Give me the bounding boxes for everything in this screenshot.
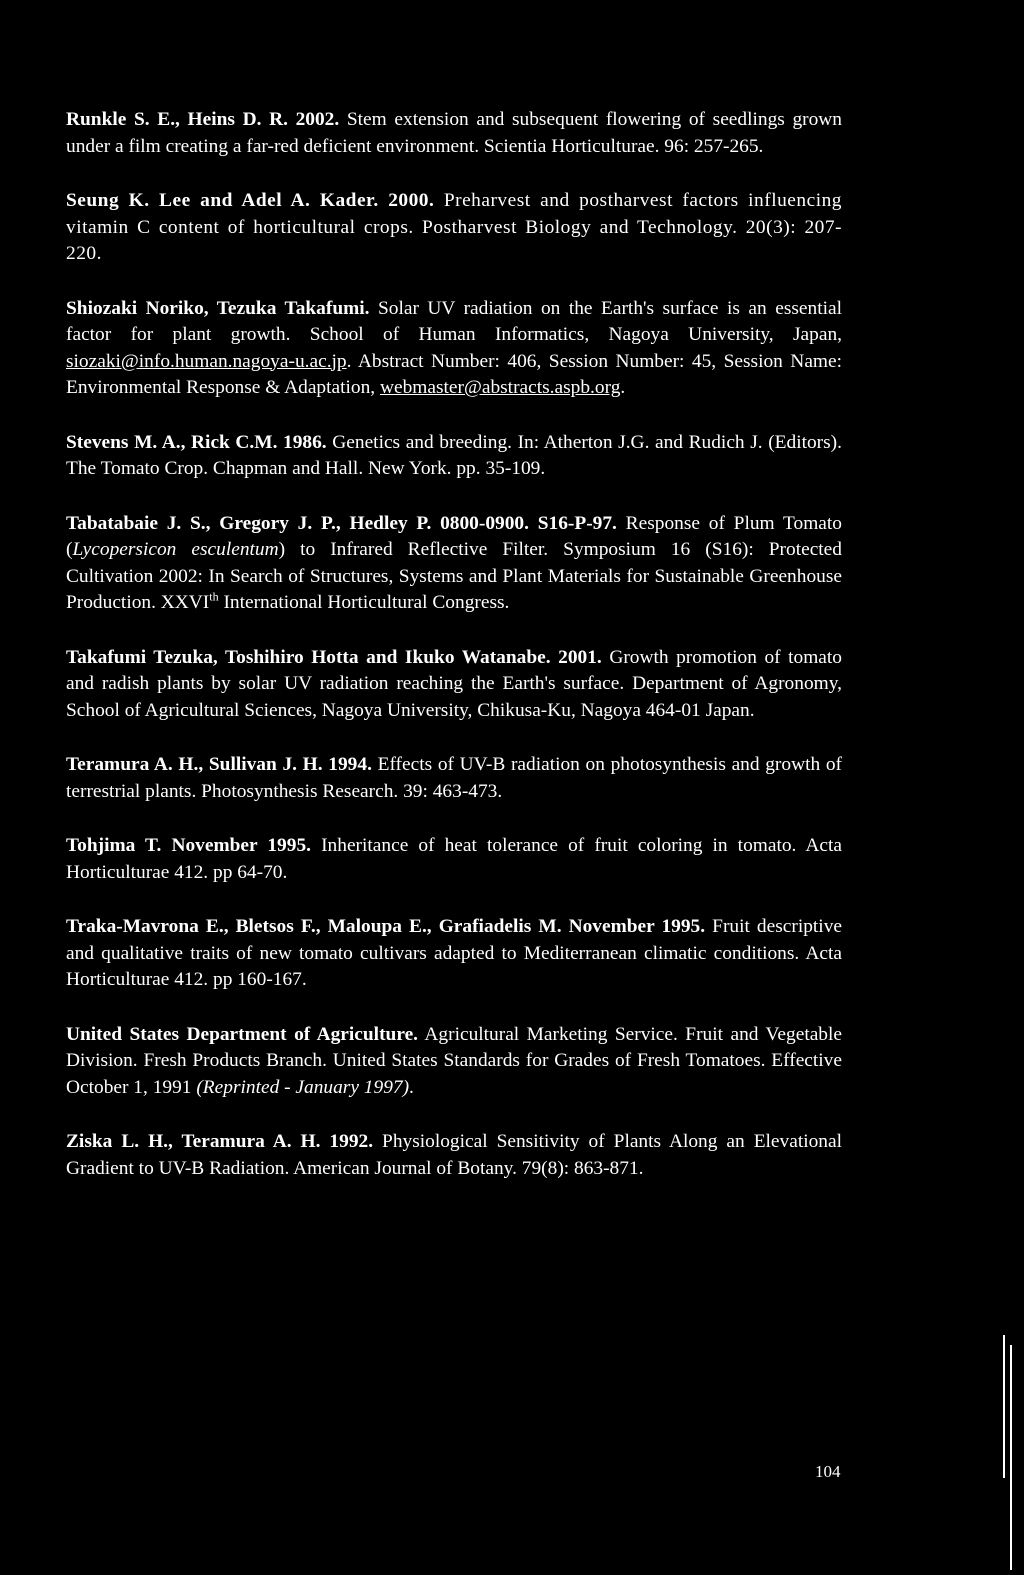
- reference-entry: [66, 430, 842, 483]
- reference-text: Inheritance of heat tolerance of fruit coloring in tomato. Acta Horticulturae 412. pp 64-70.: [66, 835, 842, 883]
- reference-text: Solar UV radiation on the Earth's surface is an essential factor for plant growth. School of Human Informatics, Nagoya University, Japan,: [66, 297, 842, 345]
- reference-text: Effects of UV-B radiation on photosynthesis and growth of terrestrial plants. Photosynthesis Research. 39: 463-473.: [66, 754, 842, 802]
- reference-text: Genetics and breeding. In: Atherton J.G. and Rudich J. (Editors). The Tomato Crop. Chapman and Hall. New York. pp. 35-109.: [66, 431, 842, 479]
- reference-entry: [66, 645, 842, 725]
- reprint-note: (Reprinted - January 1997): [196, 1076, 410, 1098]
- reference-entry: [66, 107, 842, 160]
- reference-text: Preharvest and postharvest factors influencing vitamin C content of horticultural crops. Postharvest Biology and Technology. 20(3): 207-220.: [66, 190, 842, 264]
- margin-rule: [1003, 1335, 1005, 1478]
- reference-authors: Stevens M. A., Rick C.M. 1986.: [66, 431, 327, 453]
- reference-text: Response of Plum Tomato (: [66, 512, 842, 560]
- reference-text: ) to Infrared Reflective Filter. Symposium 16 (S16): Protected Cultivation 2002: In Search of Structures, Systems and Plant Materials for Sustainable Greenhouse Production. XXVI: [66, 539, 842, 613]
- reference-text: Stem extension and subsequent flowering of seedlings grown under a film creating a far-red deficient environment. Scientia Horticulturae. 96: 257-265.: [66, 109, 843, 157]
- reference-authors: Traka-Mavrona E., Bletsos F., Maloupa E., Grafiadelis M. November 1995.: [66, 916, 706, 937]
- superscript: th: [209, 589, 219, 604]
- reference-text: Agricultural Marketing Service. Fruit and Vegetable Division. Fresh Products Branch. United States Standards for Grades of Fresh Tomatoes. Effective October 1, 1991: [66, 1023, 842, 1098]
- email-link[interactable]: siozaki@info.human.nagoya-u.ac.jp: [66, 350, 347, 372]
- reference-entry: [66, 914, 842, 994]
- reference-text: .: [409, 1076, 414, 1098]
- reference-text: Physiological Sensitivity of Plants Along an Elevational Gradient to UV-B Radiation. American Journal of Botany. 79(8): 863-871.: [66, 1131, 842, 1179]
- reference-authors: Takafumi Tezuka, Toshihiro Hotta and Ikuko Watanabe. 2001.: [66, 646, 602, 668]
- reference-entry: [66, 1022, 842, 1102]
- reference-text: Growth promotion of tomato and radish plants by solar UV radiation reaching the Earth's surface. Department of Agronomy, School of Agricultural Sciences, Nagoya University, Chikusa-Ku, Nagoya 464-01 Japan.: [66, 646, 842, 721]
- email-link[interactable]: webmaster@abstracts.aspb.org: [379, 377, 621, 398]
- reference-entry: [66, 833, 842, 886]
- page-number: 104: [815, 1462, 841, 1481]
- reference-authors: Seung K. Lee and Adel A. Kader. 2000.: [66, 190, 435, 211]
- reference-authors: United States Department of Agriculture.: [66, 1023, 419, 1045]
- reference-entry: [66, 296, 842, 402]
- reference-text: .: [346, 350, 352, 372]
- reference-entry: [66, 188, 842, 268]
- reference-text: International Horticultural Congress.: [218, 592, 510, 613]
- reference-text: Fruit descriptive and qualitative traits of new tomato cultivars adapted to Mediterranean climatic conditions. Acta Horticulturae 412. pp 160-167.: [66, 916, 842, 990]
- reference-authors: Teramura A. H., Sullivan J. H. 1994.: [66, 754, 372, 775]
- reference-entry: [66, 1129, 842, 1182]
- margin-rule: [1010, 1345, 1012, 1570]
- reference-text: Abstract Number: 406, Session Number: 45, Session Name: Environmental Response & Adaptation,: [66, 350, 842, 398]
- reference-authors: Runkle S. E., Heins D. R. 2002.: [66, 109, 340, 130]
- reference-entry: [66, 511, 842, 617]
- reference-authors: Tohjima T. November 1995.: [66, 835, 311, 856]
- species-name: Lycopersicon esculentum: [72, 539, 279, 560]
- reference-text: .: [620, 377, 626, 398]
- reference-authors: Tabatabaie J. S., Gregory J. P., Hedley P. 0800-0900. S16-P-97.: [66, 512, 617, 534]
- reference-authors: Shiozaki Noriko, Tezuka Takafumi.: [66, 297, 370, 319]
- reference-entry: [66, 752, 842, 805]
- reference-list: [66, 107, 842, 1210]
- reference-authors: Ziska L. H., Teramura A. H. 1992.: [66, 1131, 374, 1152]
